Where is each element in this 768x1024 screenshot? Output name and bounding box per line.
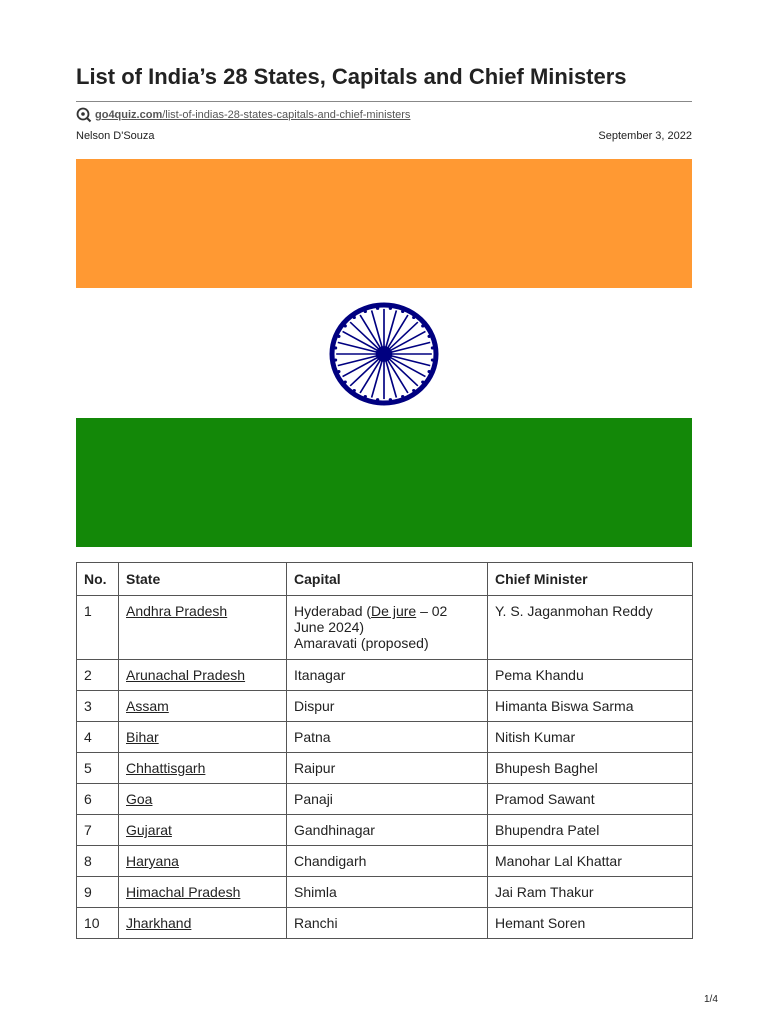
source-path: /list-of-indias-28-states-capitals-and-chief-ministers (162, 109, 411, 121)
cell-capital: Chandigarh (287, 846, 488, 877)
table-row (77, 753, 693, 784)
cell-chief-minister: Hemant Soren (488, 908, 693, 939)
capital-text: Amaravati (proposed) (294, 635, 429, 651)
cell-no: 8 (77, 846, 119, 877)
cell-no: 7 (77, 815, 119, 846)
cell-no: 1 (77, 596, 119, 660)
state-link[interactable]: Jharkhand (126, 915, 192, 931)
table-row (77, 877, 693, 908)
cell-no: 10 (77, 908, 119, 939)
table-row (77, 908, 693, 939)
cell-no: 3 (77, 691, 119, 722)
table-header-row (77, 563, 693, 596)
cell-no: 6 (77, 784, 119, 815)
capital-text: June 2024) (294, 619, 365, 635)
cell-capital (287, 596, 488, 660)
cell-chief-minister: Y. S. Jaganmohan Reddy (488, 596, 693, 660)
cell-chief-minister: Bhupesh Baghel (488, 753, 693, 784)
table-row (77, 691, 693, 722)
link-icon (76, 107, 92, 123)
cell-chief-minister: Himanta Biswa Sarma (488, 691, 693, 722)
flag-saffron-band (76, 159, 692, 288)
publish-date: September 3, 2022 (598, 130, 692, 142)
state-link[interactable]: Gujarat (126, 822, 172, 838)
cell-no: 5 (77, 753, 119, 784)
source-link[interactable] (95, 109, 410, 121)
table-row (77, 784, 693, 815)
capital-text: – 02 (416, 603, 448, 619)
header-state: State (119, 563, 287, 596)
cell-chief-minister: Pramod Sawant (488, 784, 693, 815)
header-capital: Capital (287, 563, 488, 596)
header-no: No. (77, 563, 119, 596)
ashoka-chakra-icon (329, 302, 439, 406)
author: Nelson D'Souza (76, 130, 155, 142)
cell-capital: Gandhinagar (287, 815, 488, 846)
state-link[interactable]: Goa (126, 791, 153, 807)
header-chief-minister: Chief Minister (488, 563, 693, 596)
capital-text: Hyderabad ( (294, 603, 372, 619)
table-row (77, 596, 693, 660)
state-link[interactable]: Arunachal Pradesh (126, 667, 246, 683)
flag-green-band (76, 418, 692, 547)
cell-chief-minister: Nitish Kumar (488, 722, 693, 753)
state-link[interactable]: Himachal Pradesh (126, 884, 241, 900)
table-row (77, 722, 693, 753)
cell-capital: Dispur (287, 691, 488, 722)
state-link[interactable]: Assam (126, 698, 169, 714)
cell-capital: Ranchi (287, 908, 488, 939)
source-line (76, 106, 410, 124)
cell-no: 4 (77, 722, 119, 753)
state-link[interactable]: Andhra Pradesh (126, 603, 228, 619)
page-title: List of India’s 28 States, Capitals and Chief Ministers (76, 64, 627, 89)
cell-capital: Panaji (287, 784, 488, 815)
cell-capital: Itanagar (287, 660, 488, 691)
cell-capital: Raipur (287, 753, 488, 784)
cell-chief-minister: Pema Khandu (488, 660, 693, 691)
de-jure-link[interactable]: De jure (371, 603, 417, 619)
cell-chief-minister: Jai Ram Thakur (488, 877, 693, 908)
page-number: 1/4 (704, 994, 718, 1005)
cell-capital: Shimla (287, 877, 488, 908)
cell-no: 9 (77, 877, 119, 908)
title-divider (76, 101, 692, 102)
state-link[interactable]: Chhattisgarh (126, 760, 206, 776)
cell-no: 2 (77, 660, 119, 691)
byline (76, 130, 692, 142)
source-domain: go4quiz.com (95, 109, 163, 121)
cell-capital: Patna (287, 722, 488, 753)
cell-chief-minister: Manohar Lal Khattar (488, 846, 693, 877)
cell-chief-minister: Bhupendra Patel (488, 815, 693, 846)
state-link[interactable]: Bihar (126, 729, 159, 745)
states-table (76, 562, 693, 939)
table-row (77, 846, 693, 877)
state-link[interactable]: Haryana (126, 853, 179, 869)
table-row (77, 660, 693, 691)
table-row (77, 815, 693, 846)
